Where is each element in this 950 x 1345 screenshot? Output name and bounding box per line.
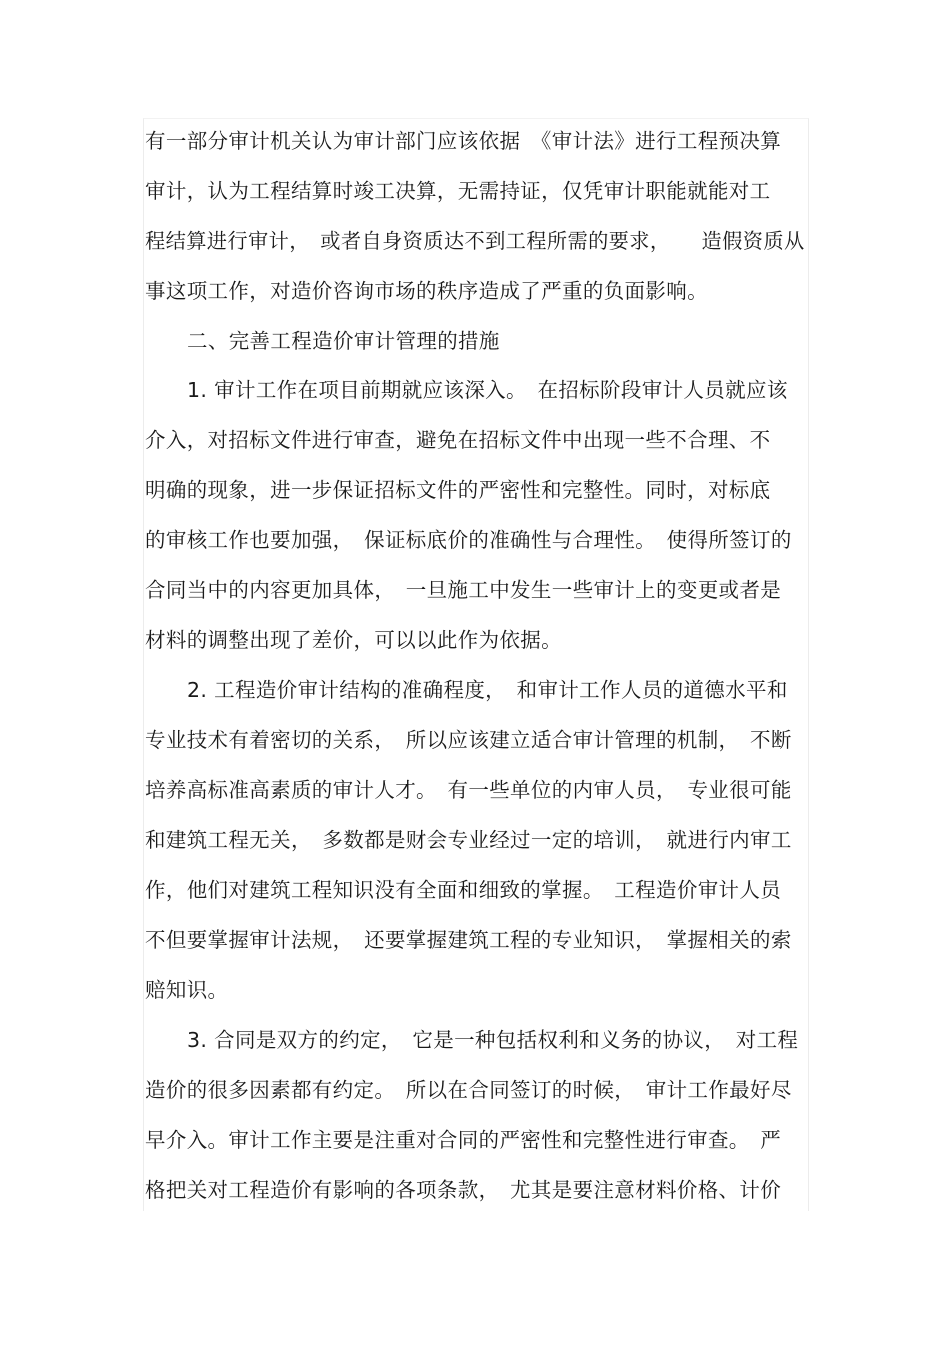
- text-line: 介入，对招标文件进行审查，避免在招标文件中出现一些不合理、不: [145, 428, 771, 452]
- text-line: 审计，认为工程结算时竣工决算，无需持证，仅凭审计职能就能对工: [145, 179, 771, 203]
- text-line: 材料的调整出现了差价，可以以此作为依据。: [145, 628, 562, 652]
- text-line: 的审核工作也要加强， 保证标底价的准确性与合理性。 使得所签订的: [145, 528, 792, 552]
- text-line: 格把关对工程造价有影响的各项条款， 尤其是要注意材料价格、计价: [145, 1178, 782, 1202]
- text-line: 1. 审计工作在项目前期就应该深入。 在招标阶段审计人员就应该: [187, 378, 788, 402]
- text-line: 2. 工程造价审计结构的准确程度， 和审计工作人员的道德水平和: [187, 678, 788, 702]
- text-line: 作，他们对建筑工程知识没有全面和细致的掌握。 工程造价审计人员: [145, 878, 782, 902]
- text-line: 和建筑工程无关， 多数都是财会专业经过一定的培训， 就进行内审工: [145, 828, 792, 852]
- text-line: 事这项工作，对造价咨询市场的秩序造成了严重的负面影响。: [145, 279, 708, 303]
- text-line: 3. 合同是双方的约定， 它是一种包括权利和义务的协议， 对工程: [187, 1028, 799, 1052]
- text-line: 不但要掌握审计法规， 还要掌握建筑工程的专业知识， 掌握相关的索: [145, 928, 792, 952]
- text-line: 有一部分审计机关认为审计部门应该依据 《审计法》进行工程预决算: [145, 129, 782, 153]
- text-line: 专业技术有着密切的关系， 所以应该建立适合审计管理的机制， 不断: [145, 728, 792, 752]
- text-line: 培养高标准高素质的审计人才。 有一些单位的内审人员， 专业很可能: [145, 778, 792, 802]
- text-line: 赔知识。: [145, 978, 229, 1002]
- text-line: 合同当中的内容更加具体， 一旦施工中发生一些审计上的变更或者是: [145, 578, 782, 602]
- text-line: 造价的很多因素都有约定。 所以在合同签订的时候， 审计工作最好尽: [145, 1078, 792, 1102]
- section-heading: 二、完善工程造价审计管理的措施: [187, 329, 500, 353]
- text-line: 明确的现象，进一步保证招标文件的严密性和完整性。同时，对标底: [145, 478, 771, 502]
- text-line: 程结算进行审计， 或者自身资质达不到工程所需的要求， 造假资质从: [145, 229, 805, 253]
- text-line: 早介入。审计工作主要是注重对合同的严密性和完整性进行审查。 严: [145, 1128, 782, 1152]
